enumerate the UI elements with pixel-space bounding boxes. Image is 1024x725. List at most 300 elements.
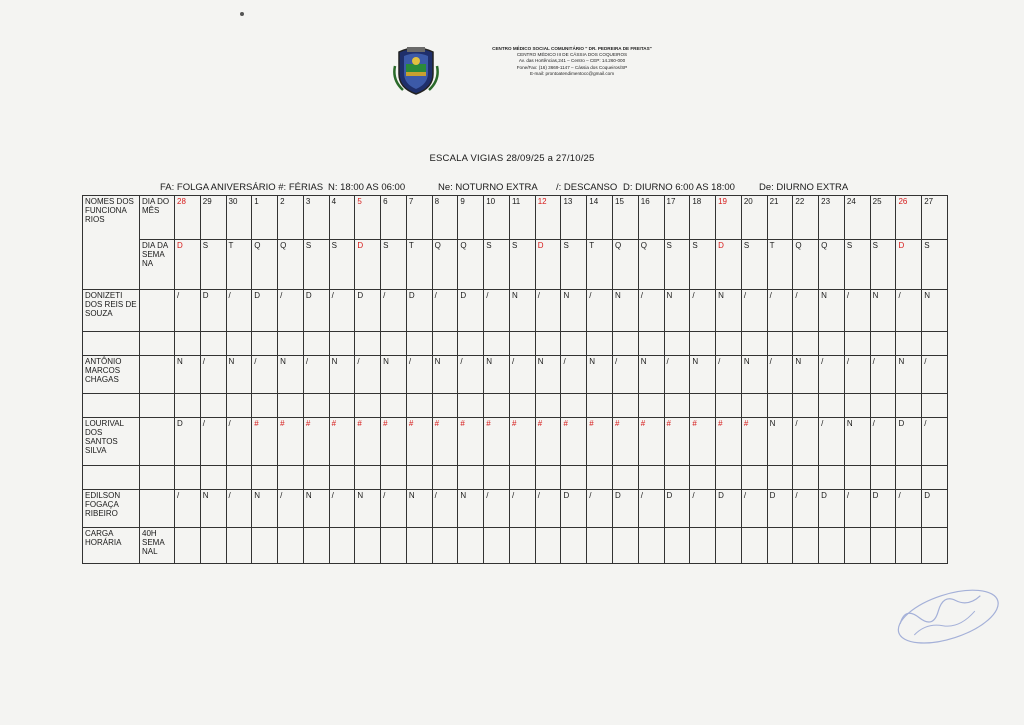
shift-cell: # xyxy=(381,418,407,466)
shift-cell: # xyxy=(587,418,613,466)
empty-cell xyxy=(870,466,896,490)
shift-cell: / xyxy=(484,290,510,332)
empty-cell xyxy=(226,528,252,564)
empty-cell xyxy=(896,466,922,490)
empty-cell xyxy=(638,332,664,356)
day-of-month-cell: 5 xyxy=(355,196,381,240)
shift-cell: N xyxy=(329,356,355,394)
empty-cell xyxy=(793,332,819,356)
empty-cell xyxy=(175,394,201,418)
empty-cell xyxy=(278,394,304,418)
employee-row xyxy=(83,290,948,332)
empty-cell xyxy=(690,466,716,490)
day-of-month-cell: 6 xyxy=(381,196,407,240)
day-of-week-cell: S xyxy=(303,240,329,290)
empty-cell xyxy=(716,528,742,564)
shift-cell: / xyxy=(896,490,922,528)
day-of-month-cell: 17 xyxy=(664,196,690,240)
legend-noturno: N: 18:00 AS 06:00 xyxy=(328,182,406,193)
empty-cell xyxy=(252,332,278,356)
shift-cell: D xyxy=(922,490,948,528)
shift-cell: / xyxy=(535,290,561,332)
empty-cell xyxy=(819,466,845,490)
day-of-week-cell: Q xyxy=(278,240,304,290)
empty-cell xyxy=(741,466,767,490)
shift-cell: # xyxy=(252,418,278,466)
empty-cell xyxy=(561,466,587,490)
shift-cell: / xyxy=(509,356,535,394)
shift-cell: N xyxy=(432,356,458,394)
empty-cell xyxy=(741,528,767,564)
empty-cell xyxy=(638,394,664,418)
empty-cell xyxy=(509,466,535,490)
empty-cell xyxy=(613,332,639,356)
empty-cell xyxy=(432,332,458,356)
scan-speck xyxy=(240,12,244,16)
shift-cell: / xyxy=(303,356,329,394)
shift-cell: / xyxy=(200,418,226,466)
header-line: Fone/Fax: (16) 3669-1147 – Cássia dos Coqueiros/SP xyxy=(516,64,628,70)
shift-cell: D xyxy=(716,490,742,528)
shift-cell: # xyxy=(406,418,432,466)
shift-cell: # xyxy=(303,418,329,466)
empty-cell xyxy=(922,332,948,356)
empty-cell xyxy=(638,528,664,564)
empty-cell xyxy=(690,394,716,418)
empty-cell xyxy=(484,332,510,356)
shift-cell: / xyxy=(278,290,304,332)
shift-cell: / xyxy=(587,490,613,528)
shift-cell: / xyxy=(793,418,819,466)
employee-row xyxy=(83,490,948,528)
day-of-week-cell: D xyxy=(535,240,561,290)
shift-cell: N xyxy=(509,290,535,332)
empty-cell xyxy=(716,394,742,418)
empty-cell xyxy=(83,466,140,490)
employee-name: EDILSON FOGAÇA RIBEIRO xyxy=(83,490,140,528)
day-of-month-cell: 26 xyxy=(896,196,922,240)
day-of-week-cell: D xyxy=(716,240,742,290)
empty-cell xyxy=(140,418,175,466)
empty-cell xyxy=(226,466,252,490)
day-of-month-cell: 30 xyxy=(226,196,252,240)
day-of-week-cell: S xyxy=(561,240,587,290)
empty-cell xyxy=(140,290,175,332)
empty-cell xyxy=(535,528,561,564)
empty-cell xyxy=(484,528,510,564)
empty-cell xyxy=(381,394,407,418)
empty-cell xyxy=(535,332,561,356)
shift-cell: / xyxy=(226,418,252,466)
empty-cell xyxy=(406,528,432,564)
shift-cell: / xyxy=(922,356,948,394)
day-of-month-cell: 27 xyxy=(922,196,948,240)
empty-cell xyxy=(200,394,226,418)
day-of-month-cell: 29 xyxy=(200,196,226,240)
day-of-week-cell: S xyxy=(870,240,896,290)
empty-cell xyxy=(613,466,639,490)
empty-cell xyxy=(140,394,175,418)
shift-cell: # xyxy=(535,418,561,466)
empty-cell xyxy=(870,332,896,356)
day-of-month-cell: 9 xyxy=(458,196,484,240)
empty-cell xyxy=(278,332,304,356)
shift-cell: / xyxy=(741,290,767,332)
day-of-month-cell: 14 xyxy=(587,196,613,240)
day-of-week-cell: T xyxy=(767,240,793,290)
shift-cell: D xyxy=(896,418,922,466)
shift-cell: / xyxy=(175,490,201,528)
empty-cell xyxy=(922,466,948,490)
shift-cell: / xyxy=(200,356,226,394)
day-of-month-row xyxy=(83,196,948,240)
empty-cell xyxy=(200,466,226,490)
day-of-week-cell: S xyxy=(690,240,716,290)
shift-cell: N xyxy=(535,356,561,394)
shift-cell: / xyxy=(870,356,896,394)
day-of-week-cell: S xyxy=(381,240,407,290)
shift-cell: / xyxy=(844,356,870,394)
day-of-month-label: DIA DO MÊS xyxy=(140,196,175,240)
shift-cell: D xyxy=(870,490,896,528)
shift-cell: # xyxy=(741,418,767,466)
spacer-row xyxy=(83,332,948,356)
spacer-row xyxy=(83,466,948,490)
shift-cell: N xyxy=(690,356,716,394)
empty-cell xyxy=(278,466,304,490)
empty-cell xyxy=(613,528,639,564)
empty-cell xyxy=(329,332,355,356)
empty-cell xyxy=(793,528,819,564)
shift-cell: / xyxy=(793,290,819,332)
empty-cell xyxy=(870,528,896,564)
empty-cell xyxy=(664,394,690,418)
empty-cell xyxy=(793,394,819,418)
empty-cell xyxy=(140,332,175,356)
shift-cell: N xyxy=(200,490,226,528)
shift-cell: / xyxy=(613,356,639,394)
shift-cell: / xyxy=(278,490,304,528)
empty-cell xyxy=(638,466,664,490)
day-of-week-cell: S xyxy=(329,240,355,290)
shift-cell: / xyxy=(638,490,664,528)
empty-cell xyxy=(140,466,175,490)
empty-cell xyxy=(278,528,304,564)
shift-cell: N xyxy=(252,490,278,528)
day-of-week-cell: Q xyxy=(638,240,664,290)
header-line: E-mail: prontoatendimentocc@gmail.com xyxy=(529,70,615,76)
day-of-week-cell: S xyxy=(922,240,948,290)
day-of-week-cell: D xyxy=(175,240,201,290)
empty-cell xyxy=(716,332,742,356)
header-line: CENTRO MÉDICO III DE CÁSSIA DOS COQUEIROS xyxy=(516,52,628,58)
shift-cell: # xyxy=(432,418,458,466)
shift-cell: / xyxy=(767,356,793,394)
empty-cell xyxy=(922,528,948,564)
empty-cell xyxy=(896,332,922,356)
shift-cell: / xyxy=(587,290,613,332)
shift-cell: / xyxy=(844,290,870,332)
legend-folga-ferias: FA: FOLGA ANIVERSÁRIO #: FÉRIAS xyxy=(160,182,324,193)
shift-cell: N xyxy=(638,356,664,394)
empty-cell xyxy=(458,394,484,418)
employee-name: DONIZETI DOS REIS DE SOUZA xyxy=(83,290,140,332)
empty-cell xyxy=(355,466,381,490)
empty-cell xyxy=(83,332,140,356)
shift-cell: / xyxy=(484,490,510,528)
legend-diurno: D: DIURNO 6:00 AS 18:00 xyxy=(623,182,735,193)
shift-cell: / xyxy=(767,290,793,332)
empty-cell xyxy=(716,466,742,490)
shift-cell: N xyxy=(484,356,510,394)
empty-cell xyxy=(175,332,201,356)
shift-cell: # xyxy=(329,418,355,466)
employee-row xyxy=(83,356,948,394)
workload-value: 40H SEMA NAL xyxy=(140,528,175,564)
shift-cell: N xyxy=(175,356,201,394)
empty-cell xyxy=(509,332,535,356)
shift-cell: / xyxy=(226,490,252,528)
empty-cell xyxy=(664,528,690,564)
shift-cell: N xyxy=(793,356,819,394)
shift-cell: N xyxy=(870,290,896,332)
names-header-cell: NOMES DOS FUNCIONA RIOS xyxy=(83,196,140,290)
shift-cell: / xyxy=(793,490,819,528)
empty-cell xyxy=(509,394,535,418)
shift-cell: / xyxy=(561,356,587,394)
empty-cell xyxy=(355,528,381,564)
day-of-month-cell: 21 xyxy=(767,196,793,240)
empty-cell xyxy=(844,394,870,418)
shift-cell: / xyxy=(819,418,845,466)
day-of-month-cell: 16 xyxy=(638,196,664,240)
shift-cell: D xyxy=(406,290,432,332)
shift-cell: D xyxy=(561,490,587,528)
shift-cell: # xyxy=(458,418,484,466)
shift-cell: D xyxy=(664,490,690,528)
shift-cell: / xyxy=(819,356,845,394)
empty-cell xyxy=(664,332,690,356)
empty-cell xyxy=(535,394,561,418)
empty-cell xyxy=(664,466,690,490)
empty-cell xyxy=(819,394,845,418)
shift-cell: N xyxy=(896,356,922,394)
day-of-month-cell: 22 xyxy=(793,196,819,240)
shift-cell: N xyxy=(458,490,484,528)
empty-cell xyxy=(767,528,793,564)
empty-cell xyxy=(381,528,407,564)
legend-diurno-extra: De: DIURNO EXTRA xyxy=(759,182,849,193)
empty-cell xyxy=(587,394,613,418)
shift-cell: N xyxy=(819,290,845,332)
shift-cell: N xyxy=(561,290,587,332)
signature-scribble xyxy=(881,561,1017,665)
day-of-month-cell: 11 xyxy=(509,196,535,240)
day-of-month-cell: 3 xyxy=(303,196,329,240)
empty-cell xyxy=(561,528,587,564)
empty-cell xyxy=(509,528,535,564)
empty-cell xyxy=(355,332,381,356)
empty-cell xyxy=(922,394,948,418)
empty-cell xyxy=(140,356,175,394)
shift-cell: D xyxy=(252,290,278,332)
shift-cell: D xyxy=(175,418,201,466)
shift-cell: N xyxy=(741,356,767,394)
day-of-week-cell: T xyxy=(406,240,432,290)
empty-cell xyxy=(252,528,278,564)
empty-cell xyxy=(484,394,510,418)
shift-cell: N xyxy=(355,490,381,528)
shift-cell: / xyxy=(870,418,896,466)
shift-cell: / xyxy=(509,490,535,528)
day-of-month-cell: 8 xyxy=(432,196,458,240)
spacer-row xyxy=(83,394,948,418)
empty-cell xyxy=(175,528,201,564)
day-of-week-cell: S xyxy=(200,240,226,290)
shift-cell: / xyxy=(252,356,278,394)
shift-cell: / xyxy=(432,490,458,528)
empty-cell xyxy=(175,466,201,490)
day-of-month-cell: 7 xyxy=(406,196,432,240)
empty-cell xyxy=(561,332,587,356)
day-of-month-cell: 15 xyxy=(613,196,639,240)
workload-label: CARGA HORÁRIA xyxy=(83,528,140,564)
empty-cell xyxy=(896,394,922,418)
shift-cell: D xyxy=(613,490,639,528)
empty-cell xyxy=(819,528,845,564)
empty-cell xyxy=(561,394,587,418)
shift-cell: / xyxy=(690,490,716,528)
empty-cell xyxy=(303,332,329,356)
workload-row xyxy=(83,528,948,564)
empty-cell xyxy=(140,490,175,528)
day-of-week-cell: Q xyxy=(252,240,278,290)
empty-cell xyxy=(690,332,716,356)
empty-cell xyxy=(587,332,613,356)
empty-cell xyxy=(819,332,845,356)
empty-cell xyxy=(329,528,355,564)
shift-cell: # xyxy=(613,418,639,466)
empty-cell xyxy=(406,332,432,356)
shift-cell: # xyxy=(484,418,510,466)
shift-cell: D xyxy=(355,290,381,332)
empty-cell xyxy=(226,332,252,356)
day-of-week-cell: S xyxy=(844,240,870,290)
day-of-month-cell: 25 xyxy=(870,196,896,240)
empty-cell xyxy=(587,466,613,490)
empty-cell xyxy=(329,394,355,418)
legend-noturno-extra: Ne: NOTURNO EXTRA xyxy=(438,182,538,193)
shift-cell: N xyxy=(767,418,793,466)
shift-cell: / xyxy=(741,490,767,528)
shift-cell: / xyxy=(329,290,355,332)
shift-cell: / xyxy=(406,356,432,394)
municipal-crest-logo xyxy=(393,46,439,96)
shift-cell: N xyxy=(406,490,432,528)
shift-cell: / xyxy=(329,490,355,528)
empty-cell xyxy=(200,332,226,356)
empty-cell xyxy=(690,528,716,564)
shift-cell: N xyxy=(844,418,870,466)
shift-cell: D xyxy=(303,290,329,332)
empty-cell xyxy=(432,528,458,564)
empty-cell xyxy=(896,528,922,564)
day-of-month-cell: 1 xyxy=(252,196,278,240)
shift-cell: # xyxy=(664,418,690,466)
empty-cell xyxy=(767,394,793,418)
empty-cell xyxy=(844,528,870,564)
employee-name: LOURIVAL DOS SANTOS SILVA xyxy=(83,418,140,466)
schedule-title: ESCALA VIGIAS 28/09/25 a 27/10/25 xyxy=(429,153,595,164)
empty-cell xyxy=(381,332,407,356)
shift-cell: / xyxy=(355,356,381,394)
day-of-month-cell: 20 xyxy=(741,196,767,240)
shift-cell: # xyxy=(355,418,381,466)
day-of-week-cell: Q xyxy=(613,240,639,290)
day-of-month-cell: 13 xyxy=(561,196,587,240)
empty-cell xyxy=(303,466,329,490)
empty-cell xyxy=(587,528,613,564)
empty-cell xyxy=(226,394,252,418)
shift-cell: # xyxy=(716,418,742,466)
day-of-week-cell: Q xyxy=(458,240,484,290)
shift-cell: N xyxy=(587,356,613,394)
day-of-week-cell: T xyxy=(226,240,252,290)
empty-cell xyxy=(458,332,484,356)
header-line: Av. das Hortências,241 – Centro – CEP: 14.260-000 xyxy=(518,58,626,64)
employee-row xyxy=(83,418,948,466)
shift-cell: # xyxy=(509,418,535,466)
empty-cell xyxy=(741,394,767,418)
shift-cell: / xyxy=(896,290,922,332)
shift-cell: / xyxy=(458,356,484,394)
shift-cell: # xyxy=(561,418,587,466)
shift-cell: N xyxy=(664,290,690,332)
shift-cell: N xyxy=(716,290,742,332)
day-of-week-cell: T xyxy=(587,240,613,290)
shift-cell: N xyxy=(303,490,329,528)
shift-cell: # xyxy=(690,418,716,466)
empty-cell xyxy=(355,394,381,418)
empty-cell xyxy=(432,466,458,490)
shift-cell: / xyxy=(226,290,252,332)
empty-cell xyxy=(613,394,639,418)
empty-cell xyxy=(252,466,278,490)
shift-cell: / xyxy=(432,290,458,332)
day-of-month-cell: 23 xyxy=(819,196,845,240)
empty-cell xyxy=(303,394,329,418)
day-of-week-cell: Q xyxy=(432,240,458,290)
shift-cell: D xyxy=(819,490,845,528)
schedule-table xyxy=(82,195,948,564)
shift-cell: / xyxy=(381,490,407,528)
shift-cell: N xyxy=(922,290,948,332)
day-of-week-cell: D xyxy=(355,240,381,290)
empty-cell xyxy=(406,394,432,418)
shift-cell: N xyxy=(381,356,407,394)
empty-cell xyxy=(844,466,870,490)
empty-cell xyxy=(767,466,793,490)
empty-cell xyxy=(844,332,870,356)
empty-cell xyxy=(793,466,819,490)
shift-cell: / xyxy=(664,356,690,394)
empty-cell xyxy=(200,528,226,564)
shift-cell: / xyxy=(690,290,716,332)
day-of-week-cell: S xyxy=(664,240,690,290)
empty-cell xyxy=(535,466,561,490)
day-of-week-cell: S xyxy=(509,240,535,290)
legend-descanso: /: DESCANSO xyxy=(556,182,618,193)
